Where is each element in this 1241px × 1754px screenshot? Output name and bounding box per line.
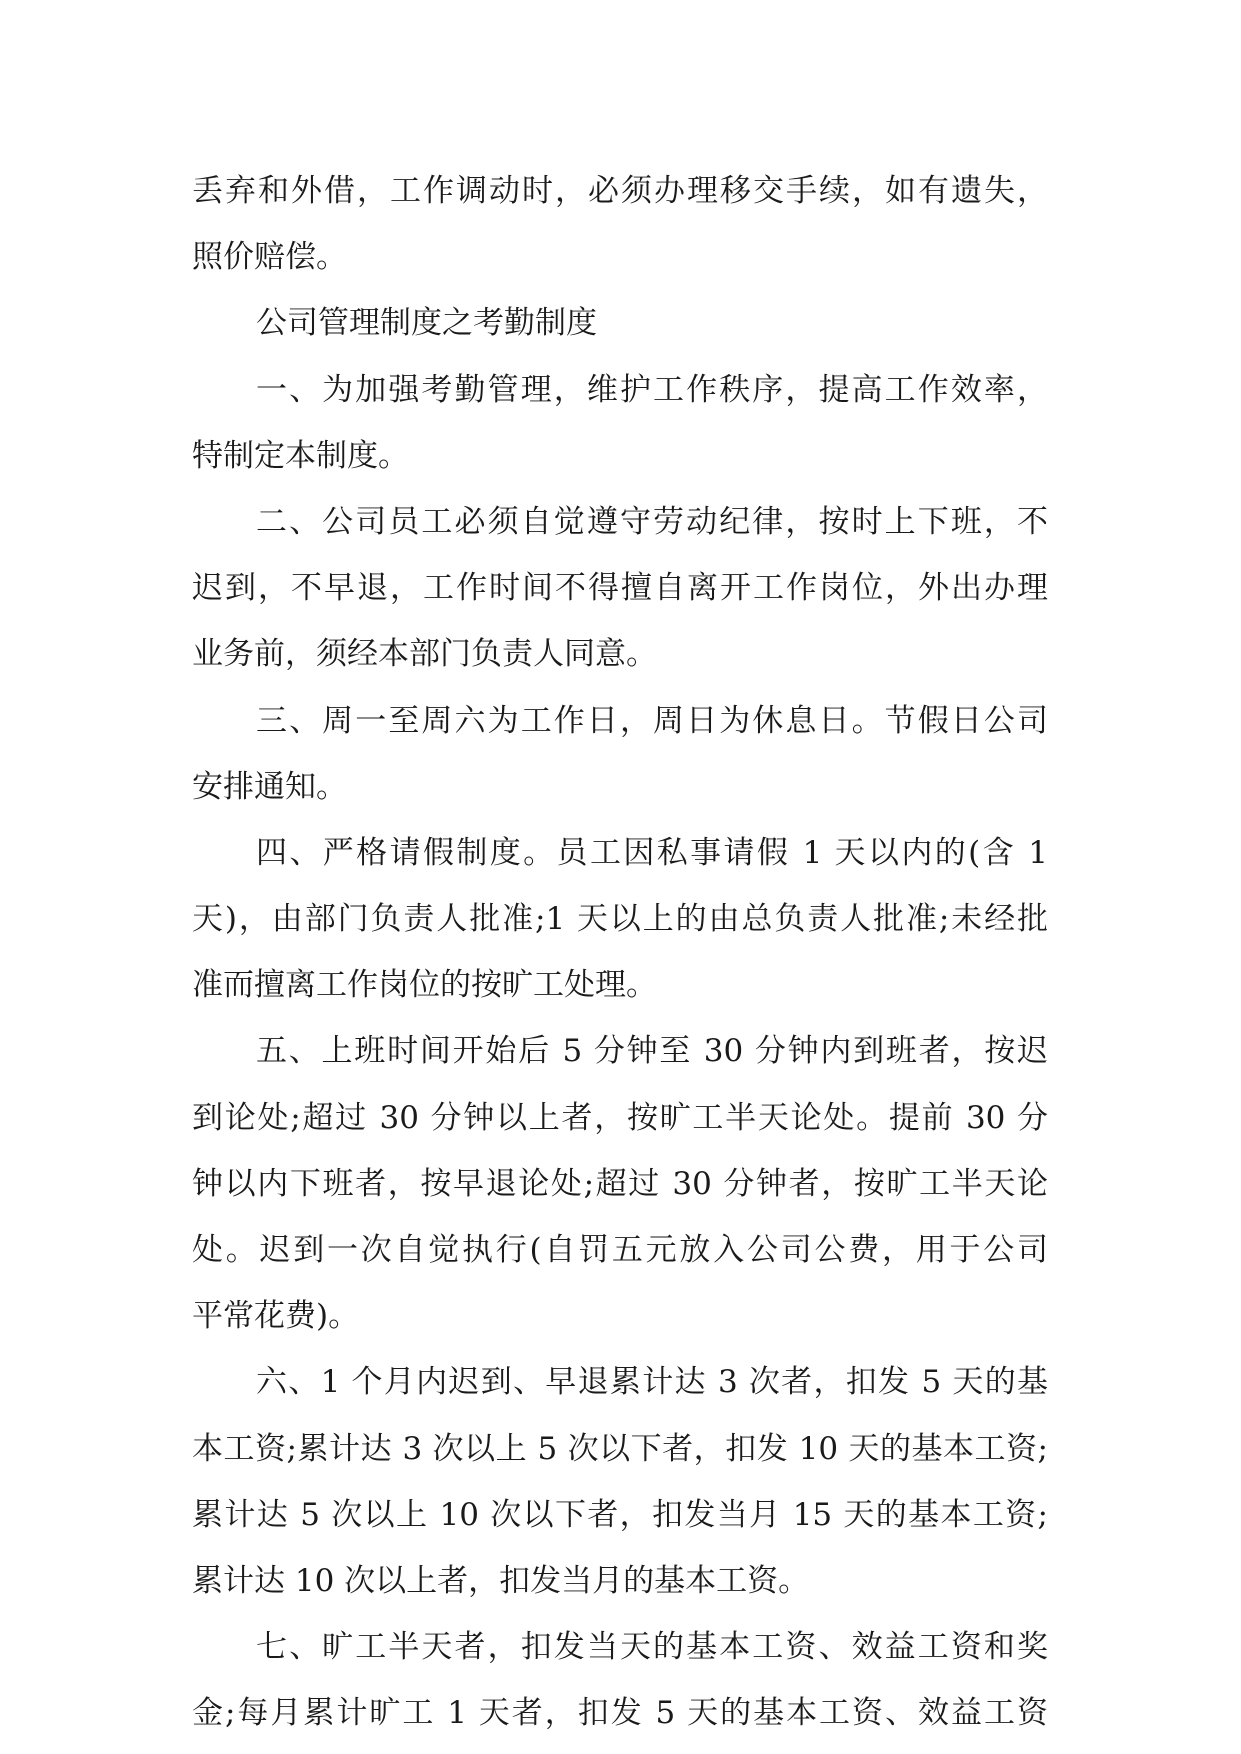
text-line: 五、上班时间开始后 5 分钟至 30 分钟内到班者，按迟: [256, 1033, 1048, 1070]
text-line: 迟到，不早退，工作时间不得擅自离开工作岗位，外出办理: [192, 570, 1048, 607]
text-line: 公司管理制度之考勤制度: [256, 305, 597, 342]
text-line: 特制定本制度。: [192, 437, 409, 474]
text-line: 照价赔偿。: [192, 239, 347, 276]
text-line: 业务前，须经本部门负责人同意。: [192, 636, 657, 673]
text-line: 一、为加强考勤管理，维护工作秩序，提高工作效率，: [256, 371, 1048, 408]
text-line: 六、1 个月内迟到、早退累计达 3 次者，扣发 5 天的基: [256, 1364, 1048, 1401]
text-line: 本工资;累计达 3 次以上 5 次以下者，扣发 10 天的基本工资;: [192, 1430, 1048, 1467]
text-line: 处。迟到一次自觉执行(自罚五元放入公司公费，用于公司: [192, 1232, 1048, 1268]
text-line: 累计达 10 次以上者，扣发当月的基本工资。: [192, 1562, 810, 1599]
text-line: 丢弃和外借，工作调动时，必须办理移交手续，如有遗失，: [192, 173, 1048, 209]
text-line: 二、公司员工必须自觉遵守劳动纪律，按时上下班，不: [256, 503, 1048, 540]
text-line: 金;每月累计旷工 1 天者，扣发 5 天的基本工资、效益工资: [192, 1695, 1048, 1732]
text-line: 准而擅离工作岗位的按旷工处理。: [192, 967, 657, 1004]
document-body: [192, 158, 1048, 1747]
text-line: 三、周一至周六为工作日，周日为休息日。节假日公司: [256, 702, 1048, 739]
text-line: 到论处;超过 30 分钟以上者，按旷工半天论处。提前 30 分: [192, 1099, 1048, 1136]
text-line: 安排通知。: [192, 768, 347, 805]
text-line: 累计达 5 次以上 10 次以下者，扣发当月 15 天的基本工资;: [192, 1496, 1048, 1533]
text-line: 七、旷工半天者，扣发当天的基本工资、效益工资和奖: [256, 1629, 1048, 1666]
text-line: 天)，由部门负责人批准;1 天以上的由总负责人批准;未经批: [192, 901, 1048, 938]
text-line: 四、严格请假制度。员工因私事请假 1 天以内的(含 1: [256, 834, 1048, 871]
text-line: 平常花费)。: [192, 1298, 360, 1335]
text-line: 钟以内下班者，按早退论处;超过 30 分钟者，按旷工半天论: [192, 1165, 1048, 1202]
